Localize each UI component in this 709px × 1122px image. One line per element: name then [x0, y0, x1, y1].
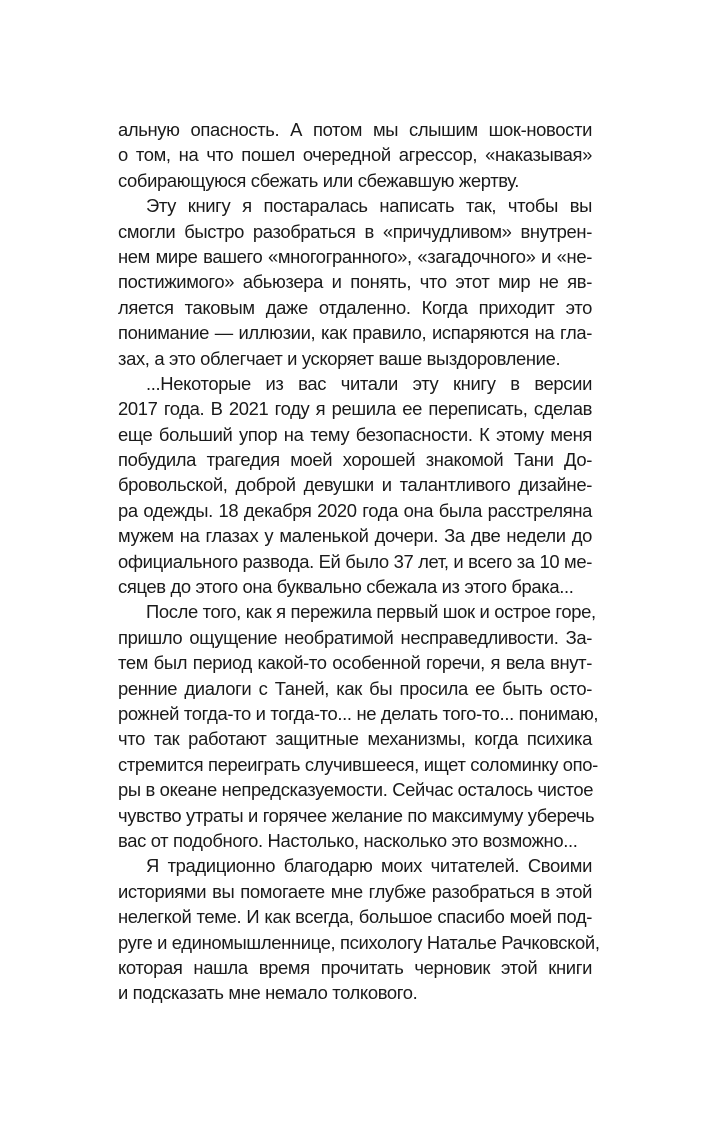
body-text	[118, 117, 600, 1006]
text-line: пришло ощущение необратимой несправедливости. За-	[118, 626, 592, 648]
text-line: сяцев до этого она буквально сбежала из этого брака...	[118, 576, 574, 598]
text-line: постижимого» абьюзера и понять, что этот мир не яв-	[118, 271, 592, 293]
text-line: смогли быстро разобраться в «причудливом» внутрен-	[118, 220, 592, 242]
text-line: ляется таковым даже отдаленно. Когда приходит это	[118, 296, 592, 318]
text-line: о том, на что пошел очередной агрессор, «наказывая»	[118, 144, 592, 166]
text-line: нем мире вашего «многогранного», «загадочного» и «не-	[118, 245, 592, 267]
text-line: вас от подобного. Настолько, насколько это возможно...	[118, 829, 578, 851]
paragraph	[118, 193, 592, 371]
text-line: После того, как я пережила первый шок и острое горе,	[146, 601, 596, 623]
text-line: побудила трагедия моей хорошей знакомой Тани До-	[118, 449, 592, 471]
text-line: еще больший упор на тему безопасности. К этому меня	[118, 423, 592, 445]
text-line: Я традиционно благодарю моих читателей. Своими	[146, 855, 592, 877]
text-line: нелегкой теме. И как всегда, большое спасибо моей под-	[118, 906, 592, 928]
text-line: официального развода. Ей было 37 лет, и всего за 10 ме-	[118, 550, 592, 572]
paragraph	[118, 117, 592, 193]
text-line: и подсказать мне немало толкового.	[118, 982, 418, 1004]
text-line: руге и единомышленнице, психологу Наталье Рачковской,	[118, 931, 600, 953]
text-line: Эту книгу я постаралась написать так, чтобы вы	[146, 195, 592, 217]
text-line: бровольской, доброй девушки и талантливого дизайне-	[118, 474, 592, 496]
text-line: историями вы помогаете мне глубже разобраться в этой	[118, 880, 592, 902]
paragraph	[118, 371, 592, 600]
text-line: ренние диалоги с Таней, как бы просила ее быть осто-	[118, 677, 592, 699]
text-line: альную опасность. А потом мы слышим шок-новости	[118, 119, 592, 140]
paragraph	[118, 599, 599, 853]
text-line: которая нашла время прочитать черновик этой книги	[118, 956, 592, 978]
text-line: ра одежды. 18 декабря 2020 года она была расстреляна	[118, 499, 592, 521]
text-line: понимание — иллюзии, как правило, испаряются на гла-	[118, 322, 592, 344]
text-line: ры в океане непредсказуемости. Сейчас осталось чистое	[118, 779, 594, 801]
text-line: стремится переиграть случившееся, ищет соломинку опо-	[118, 753, 598, 775]
text-line: тем был период какой-то особенной горечи, я вела внут-	[118, 652, 592, 674]
text-line: собирающуюся сбежать или сбежавшую жертву.	[118, 169, 520, 191]
text-line: мужем на глазах у маленькой дочери. За две недели до	[118, 525, 592, 547]
text-line: зах, а это облегчает и ускоряет ваше выздоровление.	[118, 347, 561, 369]
paragraph	[118, 853, 600, 1005]
text-line: рожней тогда-то и тогда-то... не делать того-то... понимаю,	[118, 702, 599, 724]
text-line: чувство утраты и горячее желание по максимуму уберечь	[118, 804, 595, 826]
text-line: что так работают защитные механизмы, когда психика	[118, 728, 592, 750]
text-line: ...Некоторые из вас читали эту книгу в версии	[146, 372, 592, 394]
text-line: 2017 года. В 2021 году я решила ее переписать, сделав	[118, 398, 592, 420]
